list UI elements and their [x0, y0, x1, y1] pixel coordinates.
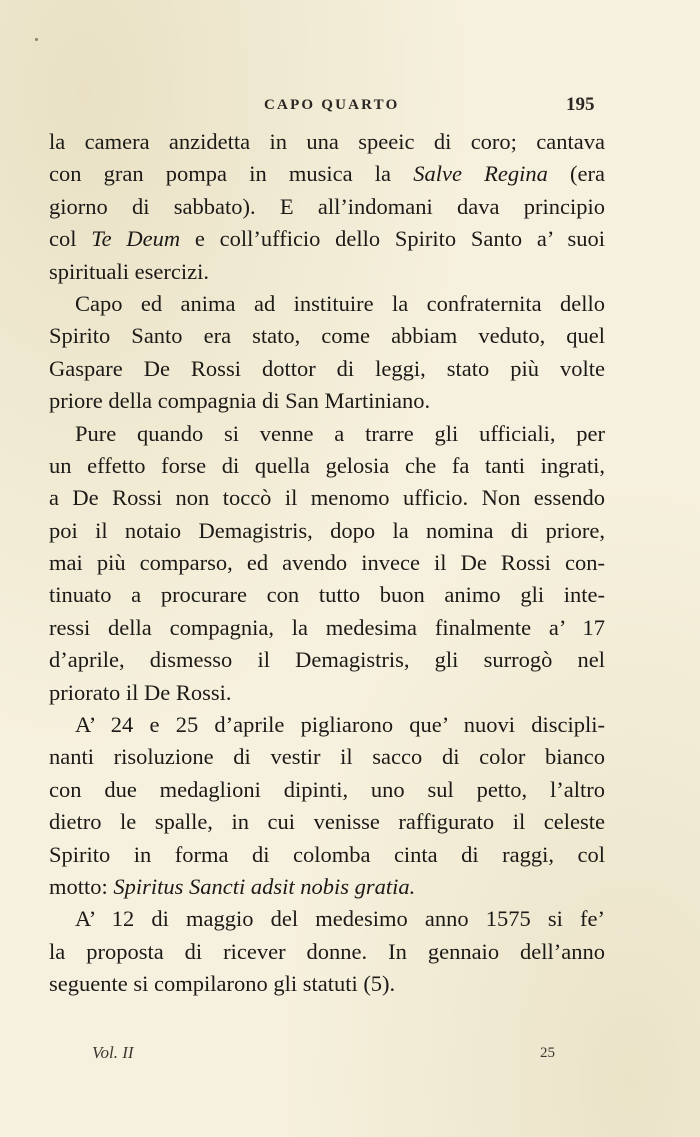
- text-line: poi il notaio Demagistris, dopo la nomina di priore,: [49, 517, 605, 543]
- text-line: mai più comparso, ed avendo invece il De Rossi con-: [49, 550, 605, 576]
- text-line: [49, 158, 605, 190]
- text-line: Spirito Santo era stato, come abbiam veduto, quel: [49, 323, 605, 349]
- text-line: priorato il De Rossi.: [49, 679, 232, 705]
- text-line: Pure quando si venne a trarre gli ufficiali, per: [75, 420, 605, 446]
- text-segment: (era: [547, 161, 605, 187]
- text-line: seguente si compilarono gli statuti (5).: [49, 971, 396, 997]
- text-line: a De Rossi non toccò il menomo ufficio. Non essendo: [49, 485, 605, 511]
- text-line: Spirito in forma di colomba cinta di raggi, col: [49, 841, 605, 867]
- text-line: giorno di sabbato). E all’indomani dava principio: [49, 193, 605, 219]
- text-line: tinuato a procurare con tutto buon animo gli inte-: [49, 582, 605, 608]
- text-line: A’ 12 di maggio del medesimo anno 1575 si fe’: [75, 906, 605, 932]
- text-segment: col: [49, 226, 92, 252]
- text-line: Gaspare De Rossi dottor di leggi, stato più volte: [49, 355, 605, 381]
- text-segment: e coll’ufficio dello Spirito Santo a’ suoi: [180, 226, 605, 252]
- text-line: un effetto forse di quella gelosia che fa tanti ingrati,: [49, 452, 605, 478]
- text-line: A’ 24 e 25 d’aprile pigliarono que’ nuovi discipli-: [75, 712, 605, 738]
- text-line: con due medaglioni dipinti, uno sul petto, l’altro: [49, 776, 605, 802]
- text-line: dietro le spalle, in cui venisse raffigurato il celeste: [49, 809, 605, 835]
- text-line: priore della compagnia di San Martiniano.: [49, 388, 431, 414]
- signature-number: 25: [540, 1045, 555, 1061]
- text-line: la proposta di ricever donne. In gennaio dell’anno: [49, 938, 605, 964]
- volume-signature: Vol. II: [92, 1043, 134, 1062]
- text-segment: con gran pompa in musica la: [49, 161, 414, 187]
- running-head: CAPO QUARTO: [264, 97, 400, 113]
- italic-phrase: Te Deum: [91, 226, 181, 252]
- body-text: [49, 126, 605, 1001]
- text-line: [49, 871, 605, 903]
- text-line: d’aprile, dismesso il Demagistris, gli surrogò nel: [49, 647, 605, 673]
- text-line: la camera anzidetta in una speeic di coro; cantava: [49, 129, 605, 154]
- page-number: 195: [566, 94, 595, 115]
- text-line: spirituali esercizi.: [49, 258, 209, 284]
- text-line: [49, 223, 605, 255]
- text-line: nanti risoluzione di vestir il sacco di color bianco: [49, 744, 605, 770]
- text-line: ressi della compagnia, la medesima finalmente a’ 17: [49, 614, 605, 640]
- text-line: Capo ed anima ad instituire la confraternita dello: [75, 290, 605, 316]
- text-segment: motto:: [49, 873, 114, 899]
- italic-phrase: Spiritus Sancti adsit nobis gratia.: [113, 873, 416, 899]
- paper-speck: [35, 38, 38, 41]
- italic-phrase: Salve Regina: [413, 161, 548, 187]
